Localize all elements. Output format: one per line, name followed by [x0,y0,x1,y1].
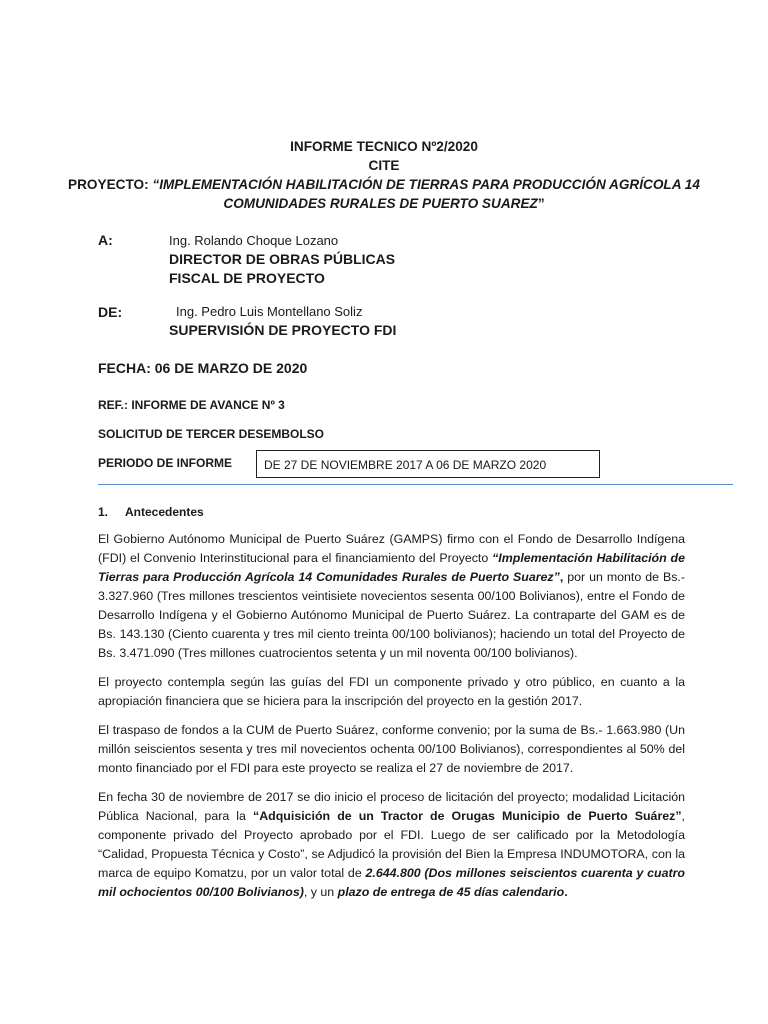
to-name: Ing. Rolando Choque Lozano [169,233,339,248]
project-line-2 [60,194,708,213]
p1-text-d: por un monto de Bs.- 3.327.960 (Tres millones trescientos veintisiete novecientos sesenta 00/100 Bolivianos), entre el Fondo de Desarrollo Indígena y el Gobierno Autónomo Municipal de Puerto Suárez. La contraparte del GAM es de Bs. 143.130 (Ciento cuarenta y tres mil ciento treinta 00/100 bolivianos); haciendo un total del Proyecto de Bs. 3.471.090 (Tres millones cuatrocientos setenta y un mil noventa 00/100 bolivianos). [98,570,685,660]
paragraph-3 [98,721,685,778]
p4-text-c: , componente privado del Proyecto aprobado por el FDI. Luego de ser calificado por la Metodología “Calidad, Propuesta Técnica y Costo”, se Adjudicó la provisión del Bien la Empresa INDUMOTORA, con la marca de equipo Komatzu, por un valor total de [98,809,685,880]
p4-text-e: , y un [303,885,338,899]
section-title: Antecedentes [125,505,204,519]
section-heading [98,505,204,519]
date-line: FECHA: 06 DE MARZO DE 2020 [98,360,308,376]
period-label: PERIODO DE INFORME [98,456,233,470]
project-prefix: PROYECTO: [68,177,153,192]
from-name: Ing. Pedro Luis Montellano Soliz [176,304,363,319]
p4-text-a: En fecha 30 de noviembre de 2017 se dio inicio el proceso de licitación del proyecto; modalidad Licitación Pública Nacional, para la [98,790,685,823]
cite-line: CITE [368,158,400,173]
project-name-close: ” [537,196,545,211]
paragraph-4 [98,788,685,902]
to-role-1: DIRECTOR DE OBRAS PÚBLICAS [169,251,396,267]
divider-line [98,484,733,485]
p4-acquisition-title: “Adquisición de un Tractor de Orugas Municipio de Puerto Suárez” [253,809,682,823]
p1-comma: , [559,570,564,584]
project-name-part2: COMUNIDADES RURALES DE PUERTO SUAREZ [223,196,538,211]
paragraph-1 [98,530,685,663]
project-name-part1: “IMPLEMENTACIÓN HABILITACIÓN DE TIERRAS PARA PRODUCCIÓN AGRÍCOLA 14 [152,177,700,192]
to-label: A: [98,232,113,248]
report-title: INFORME TECNICO Nº2/2020 [290,139,478,154]
period-value: DE 27 DE NOVIEMBRE 2017 A 06 DE MARZO 2020 [264,458,547,472]
reference-line: REF.: INFORME DE AVANCE Nº 3 [98,398,285,412]
p4-total-value: 2.644.800 (Dos millones seiscientos cuarenta y cuatro mil ochocientos 00/100 Bolivianos) [98,866,685,899]
from-role: SUPERVISIÓN DE PROYECTO FDI [169,322,397,338]
section-number: 1. [98,505,109,519]
to-role-2: FISCAL DE PROYECTO [169,270,325,286]
p2-text: El proyecto contempla según las guías del FDI un componente privado y otro público, en cuanto a la apropiación financiera que se hiciera para la inscripción del proyecto en la gestión 2017. [98,675,685,708]
project-line [60,175,708,194]
p3-text: El traspaso de fondos a la CUM de Puerto Suárez, conforme convenio; por la suma de Bs.- 1.663.980 (Un millón seiscientos sesenta y tres mil novecientos ochenta 00/100 Bolivianos), correspondientes al 50% del monto financiado por el FDI para este proyecto se realiza el 27 de noviembre de 2017. [98,723,685,775]
report-header [60,137,708,213]
paragraph-2 [98,673,685,711]
p4-period: . [564,885,568,899]
period-value-box [256,450,600,478]
request-line: SOLICITUD DE TERCER DESEMBOLSO [98,427,325,441]
from-label: DE: [98,304,123,320]
p1-text-a: El Gobierno Autónomo Municipal de Puerto Suárez (GAMPS) firmo con el Fondo de Desarrollo Indígena (FDI) el Convenio Interinstitucional para el financiamiento del Proyecto [98,532,685,565]
p4-delivery-term: plazo de entrega de 45 días calendario [337,885,565,899]
p1-project-name: “Implementación Habilitación de Tierras para Producción Agrícola 14 Comunidades Rurales de Puerto Suarez” [98,551,686,584]
